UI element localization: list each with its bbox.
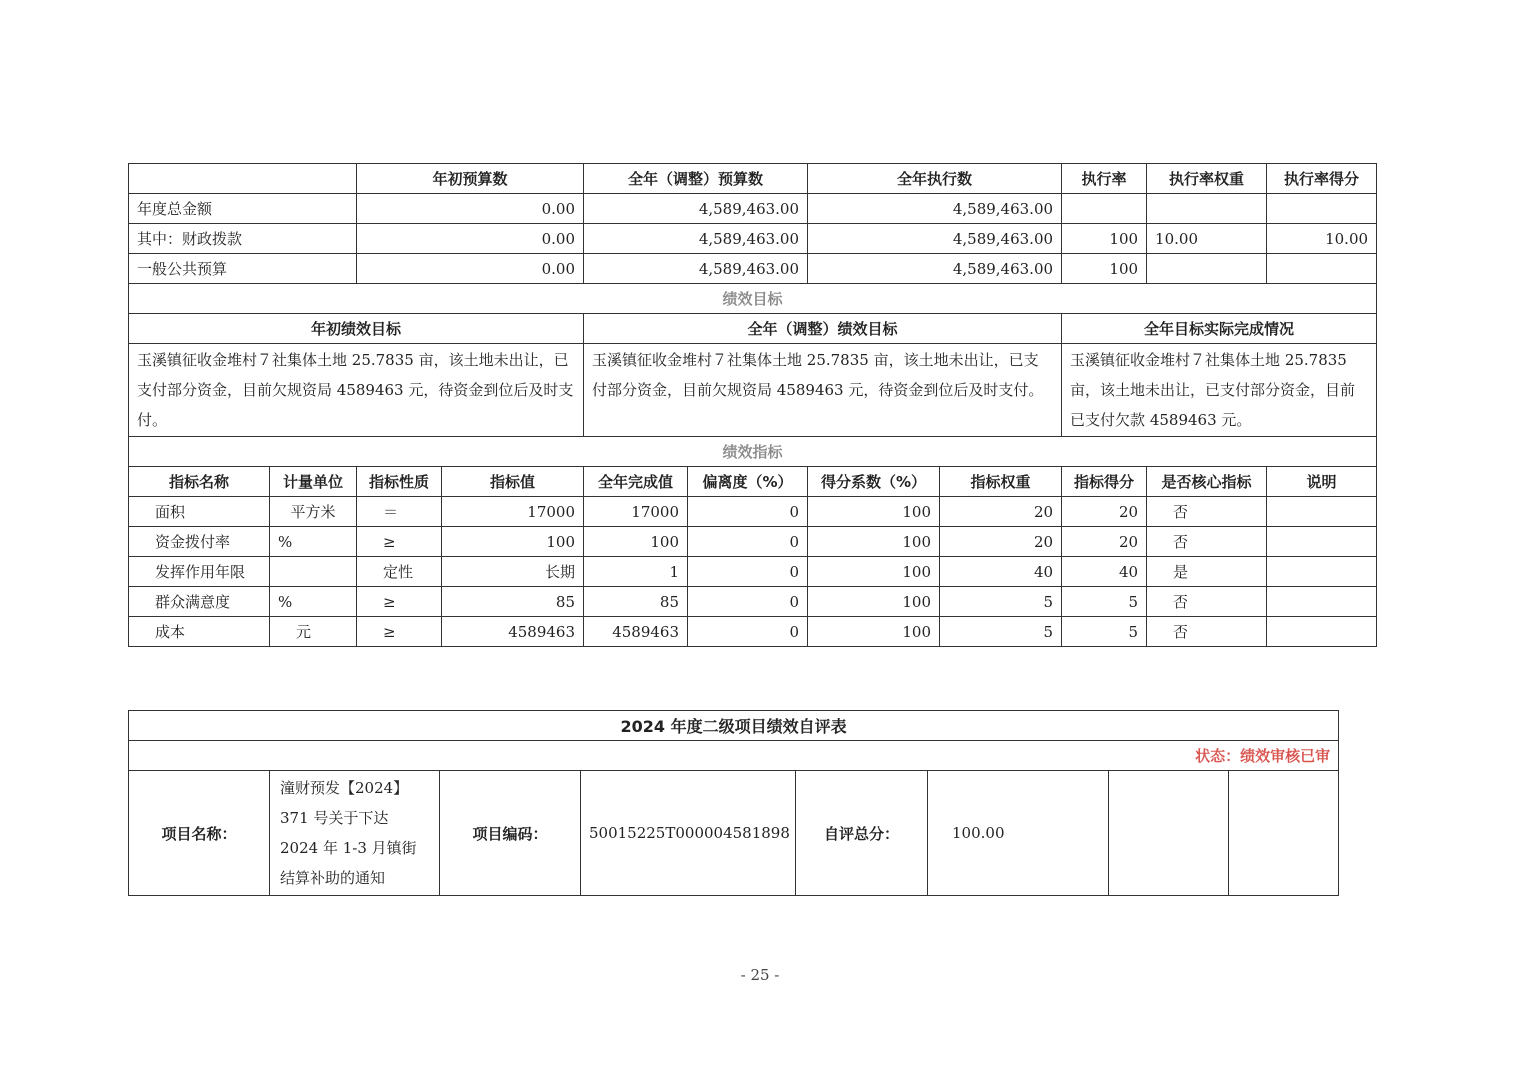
self-evaluation-table bbox=[128, 710, 1339, 896]
indicator-weight: 20 bbox=[940, 497, 1062, 527]
project-name-value: 潼财预发【2024】371 号关于下达 2024 年 1-3 月镇街结算补助的通知 bbox=[270, 771, 440, 896]
eval-title: 2024 年度二级项目绩效自评表 bbox=[129, 711, 1339, 741]
indicator-deviation: 0 bbox=[688, 527, 808, 557]
indicator-header: 全年完成值 bbox=[584, 467, 688, 497]
budget-header: 全年执行数 bbox=[808, 164, 1062, 194]
budget-weight bbox=[1147, 254, 1267, 284]
indicator-header: 得分系数（%） bbox=[808, 467, 940, 497]
indicator-weight: 5 bbox=[940, 617, 1062, 647]
indicator-name: 成本 bbox=[129, 617, 270, 647]
eval-status: 状态：绩效审核已审 bbox=[129, 741, 1339, 771]
budget-header: 年初预算数 bbox=[357, 164, 584, 194]
budget-rate: 100 bbox=[1062, 224, 1147, 254]
indicator-row bbox=[129, 497, 1377, 527]
indicator-coefficient: 100 bbox=[808, 497, 940, 527]
goals-content-row bbox=[129, 344, 1377, 437]
budget-row bbox=[129, 254, 1377, 284]
indicator-score: 20 bbox=[1062, 497, 1147, 527]
indicator-row bbox=[129, 557, 1377, 587]
indicator-header: 指标性质 bbox=[357, 467, 442, 497]
indicator-deviation: 0 bbox=[688, 497, 808, 527]
goals-header: 全年（调整）绩效目标 bbox=[584, 314, 1062, 344]
budget-adjusted: 4,589,463.00 bbox=[584, 254, 808, 284]
eval-project-row bbox=[129, 771, 1339, 896]
indicator-header: 是否核心指标 bbox=[1147, 467, 1267, 497]
indicator-coefficient: 100 bbox=[808, 617, 940, 647]
indicator-header: 指标权重 bbox=[940, 467, 1062, 497]
indicator-note bbox=[1267, 557, 1377, 587]
indicator-deviation: 0 bbox=[688, 557, 808, 587]
goal-adjusted-text: 玉溪镇征收金堆村７社集体土地 25.7835 亩，该土地未出让，已支付部分资金，目前欠规资局 4589463 元，待资金到位后及时支付。 bbox=[584, 344, 1062, 437]
indicator-score: 40 bbox=[1062, 557, 1147, 587]
budget-row-label: 一般公共预算 bbox=[129, 254, 357, 284]
indicator-header: 偏离度（%） bbox=[688, 467, 808, 497]
eval-title-row bbox=[129, 711, 1339, 741]
budget-score bbox=[1267, 254, 1377, 284]
indicator-name: 群众满意度 bbox=[129, 587, 270, 617]
indicator-value: 100 bbox=[442, 527, 584, 557]
indicator-score: 20 bbox=[1062, 527, 1147, 557]
indicator-value: 17000 bbox=[442, 497, 584, 527]
project-code-label: 项目编码： bbox=[440, 771, 581, 896]
indicator-header: 指标得分 bbox=[1062, 467, 1147, 497]
indicator-row bbox=[129, 527, 1377, 557]
indicators-section-row bbox=[129, 437, 1377, 467]
budget-adjusted: 4,589,463.00 bbox=[584, 224, 808, 254]
indicator-unit: 平方米 bbox=[270, 497, 357, 527]
indicator-core: 否 bbox=[1147, 587, 1267, 617]
indicator-row bbox=[129, 617, 1377, 647]
indicator-coefficient: 100 bbox=[808, 587, 940, 617]
budget-row-label: 其中：财政拨款 bbox=[129, 224, 357, 254]
indicator-done: 1 bbox=[584, 557, 688, 587]
goal-initial-text: 玉溪镇征收金堆村７社集体土地 25.7835 亩，该土地未出让，已支付部分资金，目前欠规资局 4589463 元，待资金到位后及时支付。 bbox=[129, 344, 584, 437]
indicator-note bbox=[1267, 527, 1377, 557]
self-score-value: 100.00 bbox=[928, 771, 1109, 896]
page-number: - 25 - bbox=[740, 966, 780, 984]
indicator-nature: ≥ bbox=[357, 617, 442, 647]
indicator-unit: 元 bbox=[270, 617, 357, 647]
budget-row bbox=[129, 224, 1377, 254]
goals-section-row bbox=[129, 284, 1377, 314]
indicator-score: 5 bbox=[1062, 587, 1147, 617]
budget-initial: 0.00 bbox=[357, 254, 584, 284]
indicator-weight: 40 bbox=[940, 557, 1062, 587]
goals-section-title: 绩效目标 bbox=[129, 284, 1377, 314]
indicator-header: 指标名称 bbox=[129, 467, 270, 497]
indicator-name: 资金拨付率 bbox=[129, 527, 270, 557]
project-name-label: 项目名称： bbox=[129, 771, 270, 896]
indicator-deviation: 0 bbox=[688, 617, 808, 647]
goals-header: 全年目标实际完成情况 bbox=[1062, 314, 1377, 344]
budget-weight bbox=[1147, 194, 1267, 224]
indicator-nature: ＝ bbox=[357, 497, 442, 527]
budget-header-row bbox=[129, 164, 1377, 194]
indicator-note bbox=[1267, 617, 1377, 647]
indicator-unit bbox=[270, 557, 357, 587]
indicator-core: 否 bbox=[1147, 497, 1267, 527]
indicator-header: 说明 bbox=[1267, 467, 1377, 497]
indicator-note bbox=[1267, 497, 1377, 527]
indicator-coefficient: 100 bbox=[808, 557, 940, 587]
indicator-done: 85 bbox=[584, 587, 688, 617]
budget-initial: 0.00 bbox=[357, 224, 584, 254]
indicator-core: 否 bbox=[1147, 527, 1267, 557]
indicator-unit: % bbox=[270, 587, 357, 617]
indicator-nature: ≥ bbox=[357, 587, 442, 617]
budget-executed: 4,589,463.00 bbox=[808, 254, 1062, 284]
budget-rate: 100 bbox=[1062, 254, 1147, 284]
budget-executed: 4,589,463.00 bbox=[808, 224, 1062, 254]
eval-status-row bbox=[129, 741, 1339, 771]
budget-header: 全年（调整）预算数 bbox=[584, 164, 808, 194]
goals-header: 年初绩效目标 bbox=[129, 314, 584, 344]
indicator-header: 指标值 bbox=[442, 467, 584, 497]
budget-executed: 4,589,463.00 bbox=[808, 194, 1062, 224]
budget-performance-table bbox=[128, 163, 1377, 647]
budget-header: 执行率 bbox=[1062, 164, 1147, 194]
project-code-value: 50015225T000004581898 bbox=[581, 771, 796, 896]
indicator-done: 4589463 bbox=[584, 617, 688, 647]
indicator-note bbox=[1267, 587, 1377, 617]
budget-initial: 0.00 bbox=[357, 194, 584, 224]
indicator-score: 5 bbox=[1062, 617, 1147, 647]
indicator-weight: 5 bbox=[940, 587, 1062, 617]
goals-header-row bbox=[129, 314, 1377, 344]
budget-header: 执行率得分 bbox=[1267, 164, 1377, 194]
budget-score bbox=[1267, 194, 1377, 224]
indicators-section-title: 绩效指标 bbox=[129, 437, 1377, 467]
budget-score: 10.00 bbox=[1267, 224, 1377, 254]
budget-adjusted: 4,589,463.00 bbox=[584, 194, 808, 224]
indicator-deviation: 0 bbox=[688, 587, 808, 617]
indicator-row bbox=[129, 587, 1377, 617]
indicator-coefficient: 100 bbox=[808, 527, 940, 557]
budget-header: 执行率权重 bbox=[1147, 164, 1267, 194]
indicator-name: 面积 bbox=[129, 497, 270, 527]
budget-row bbox=[129, 194, 1377, 224]
indicator-unit: % bbox=[270, 527, 357, 557]
self-score-label: 自评总分： bbox=[796, 771, 928, 896]
indicator-value: 长期 bbox=[442, 557, 584, 587]
indicator-value: 4589463 bbox=[442, 617, 584, 647]
goal-actual-text: 玉溪镇征收金堆村７社集体土地 25.7835 亩，该土地未出让，已支付部分资金，目前已支付欠款 4589463 元。 bbox=[1062, 344, 1377, 437]
indicator-header: 计量单位 bbox=[270, 467, 357, 497]
indicator-nature: 定性 bbox=[357, 557, 442, 587]
budget-rate bbox=[1062, 194, 1147, 224]
indicator-done: 100 bbox=[584, 527, 688, 557]
budget-weight: 10.00 bbox=[1147, 224, 1267, 254]
budget-row-label: 年度总金额 bbox=[129, 194, 357, 224]
indicator-name: 发挥作用年限 bbox=[129, 557, 270, 587]
indicator-nature: ≥ bbox=[357, 527, 442, 557]
indicators-header-row bbox=[129, 467, 1377, 497]
indicator-core: 否 bbox=[1147, 617, 1267, 647]
indicator-value: 85 bbox=[442, 587, 584, 617]
indicator-done: 17000 bbox=[584, 497, 688, 527]
indicator-weight: 20 bbox=[940, 527, 1062, 557]
indicator-core: 是 bbox=[1147, 557, 1267, 587]
